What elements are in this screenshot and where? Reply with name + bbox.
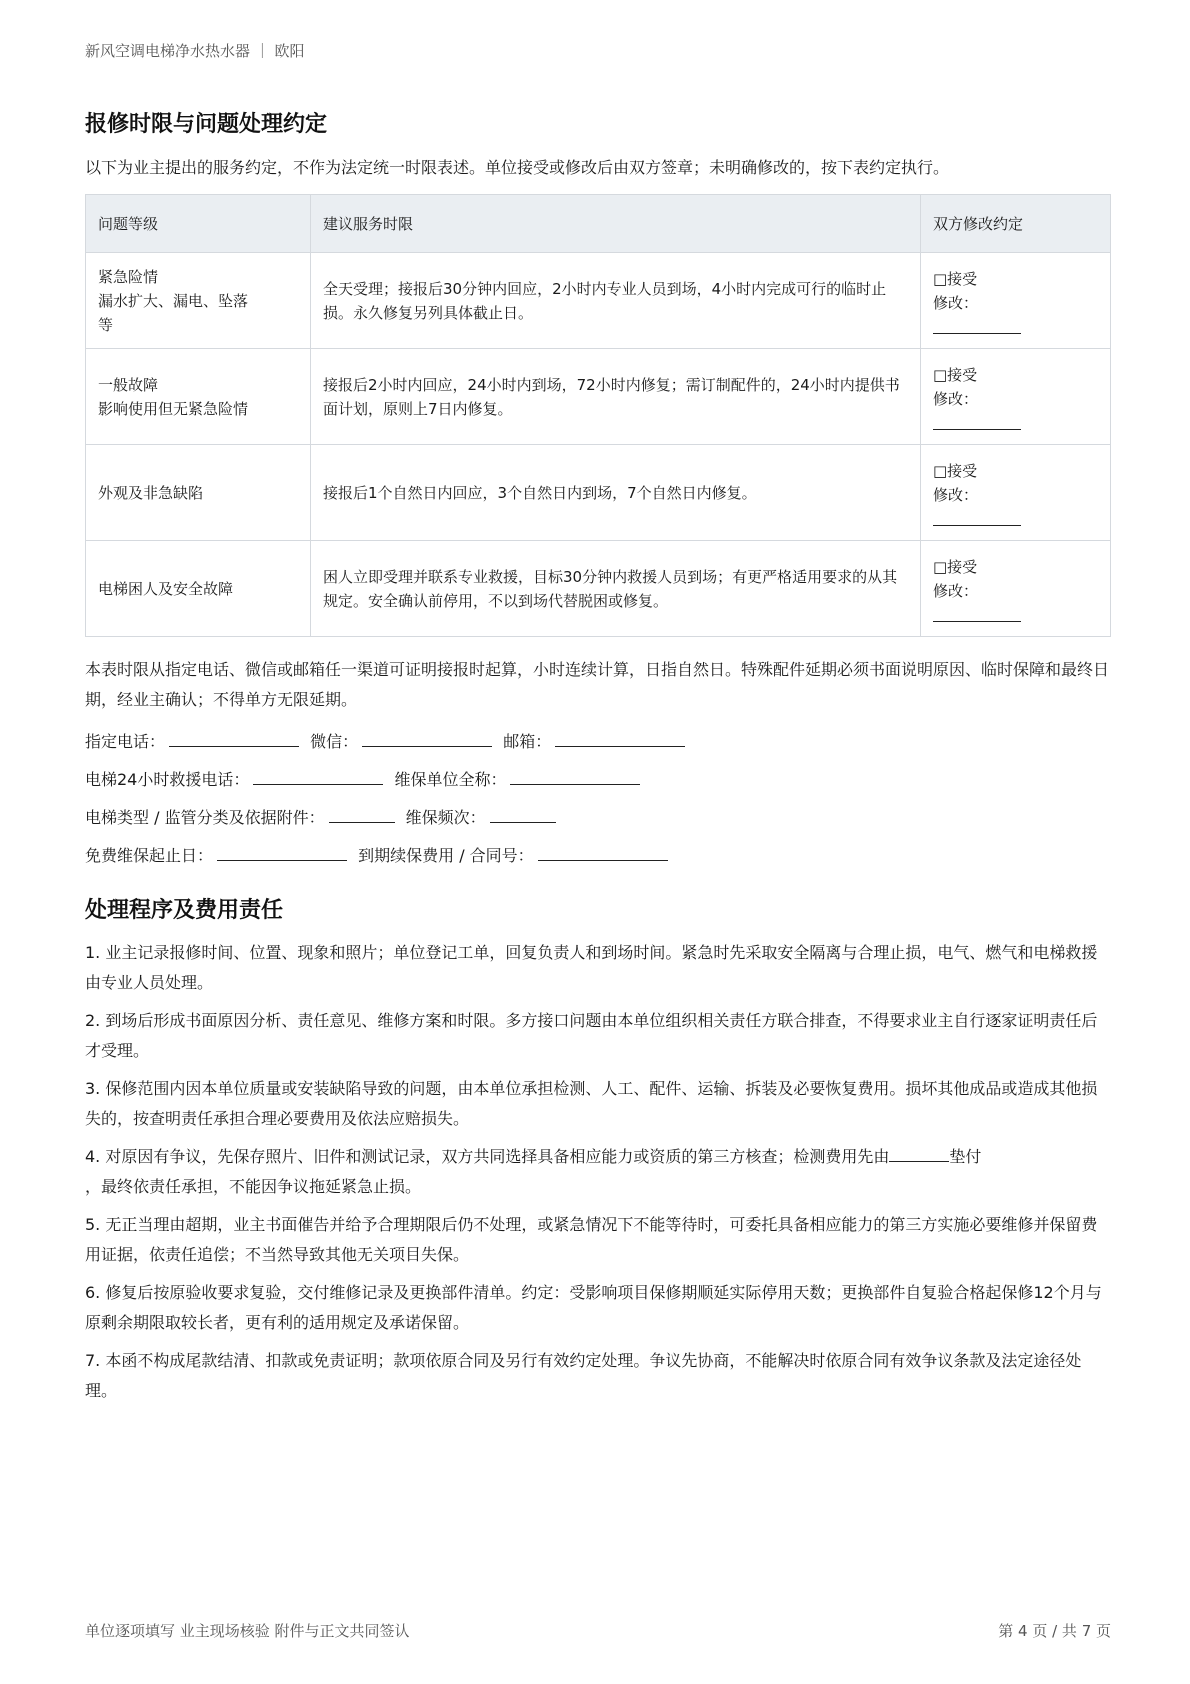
- email-label: 邮箱：: [503, 732, 552, 751]
- section-title-repair-limits: 报修时限与问题处理约定: [85, 112, 328, 137]
- level-name: 外观及非急缺陷: [98, 483, 204, 502]
- step4-pay-text: 垫付: [949, 1147, 982, 1166]
- modify-blank[interactable]: [933, 411, 1021, 430]
- service-limits-table: [85, 194, 1111, 637]
- modify-cell: [921, 253, 1111, 349]
- maint-unit-label: 维保单位全称：: [394, 770, 507, 789]
- intro-paragraph: 以下为业主提出的服务约定，不作为法定统一时限表述。单位接受或修改后由双方签章；未明确修改的，按下表约定执行。: [85, 158, 950, 177]
- modify-label: 修改：: [933, 582, 979, 600]
- level-desc: 影响使用但无紧急险情: [98, 399, 249, 418]
- page-header: 新风空调电梯净水热水器 ｜ 欧阳: [85, 42, 305, 60]
- contact-fields: [85, 728, 691, 880]
- renewal-blank[interactable]: [538, 842, 668, 861]
- level-desc-cont: 等: [98, 315, 114, 334]
- maint-unit-blank[interactable]: [510, 766, 640, 785]
- level-desc: 漏水扩大、漏电、坠落: [98, 291, 249, 310]
- section-title-procedure: 处理程序及费用责任: [85, 898, 284, 923]
- phone-label: 指定电话：: [85, 732, 166, 751]
- free-period-blank[interactable]: [217, 842, 347, 861]
- field-row-elevator: [85, 766, 691, 804]
- modify-blank[interactable]: [933, 507, 1021, 526]
- table-header-row: [86, 195, 1111, 253]
- table-row: [86, 445, 1111, 541]
- page-number: 第 4 页 / 共 7 页: [998, 1622, 1111, 1640]
- maint-freq-blank[interactable]: [490, 804, 556, 823]
- test-fee-payer-blank[interactable]: [889, 1143, 949, 1162]
- wechat-blank[interactable]: [362, 728, 492, 747]
- table-row: [86, 349, 1111, 445]
- step-item: 5. 无正当理由超期，业主书面催告并给予合理期限后仍不处理，或紧急情况下不能等待时，可委托具备相应能力的第三方实施必要维修并保留费用证据，依责任追偿；不当然导致其他无关项目失保。: [85, 1215, 1098, 1264]
- level-cell: [86, 349, 311, 445]
- accept-checkbox[interactable]: □接受: [933, 366, 978, 384]
- step-item-4: [85, 1142, 1111, 1202]
- level-cell: [86, 541, 311, 637]
- level-name: 一般故障: [98, 375, 159, 394]
- accept-checkbox[interactable]: □接受: [933, 270, 978, 288]
- step-item: 6. 修复后按原验收要求复验，交付维修记录及更换部件清单。约定：受影响项目保修期顺延实际停用天数；更换部件自复验合格起保修12个月与原剩余期限取较长者，更有利的适用规定及承诺保留。: [85, 1283, 1102, 1332]
- step-item: 3. 保修范围内因本单位质量或安装缺陷导致的问题，由本单位承担检测、人工、配件、运输、拆装及必要恢复费用。损坏其他成品或造成其他损失的，按查明责任承担合理必要费用及依法应赔损失。: [85, 1079, 1098, 1128]
- free-period-label: 免费维保起止日：: [85, 846, 214, 865]
- modify-cell: [921, 445, 1111, 541]
- rescue-phone-blank[interactable]: [253, 766, 383, 785]
- email-blank[interactable]: [555, 728, 685, 747]
- limit-cell: 接报后2小时内回应，24小时内到场，72小时内修复；需订制配件的，24小时内提供书面计划，原则上7日内修复。: [311, 349, 921, 445]
- step4-text-cont: ，最终依责任承担，不能因争议拖延紧急止损。: [85, 1177, 422, 1196]
- modify-blank[interactable]: [933, 603, 1021, 622]
- header-level: 问题等级: [86, 195, 311, 253]
- field-row-elevator-type: [85, 804, 691, 842]
- footer-left: 单位逐项填写 业主现场核验 附件与正文共同签认: [85, 1622, 410, 1640]
- modify-label: 修改：: [933, 486, 979, 504]
- modify-blank[interactable]: [933, 315, 1021, 334]
- limit-cell: 接报后1个自然日内回应，3个自然日内到场，7个自然日内修复。: [311, 445, 921, 541]
- wechat-label: 微信：: [310, 732, 359, 751]
- modify-label: 修改：: [933, 294, 979, 312]
- field-row-warranty: [85, 842, 691, 880]
- step-item: 7. 本函不构成尾款结清、扣款或免责证明；款项依原合同及另行有效约定处理。争议先协商，不能解决时依原合同有效争议条款及法定途径处理。: [85, 1351, 1082, 1400]
- limit-cell: 全天受理；接报后30分钟内回应，2小时内专业人员到场，4小时内完成可行的临时止损。永久修复另列具体截止日。: [311, 253, 921, 349]
- level-cell: [86, 253, 311, 349]
- level-name: 紧急险情: [98, 267, 159, 286]
- accept-checkbox[interactable]: □接受: [933, 462, 978, 480]
- page-footer: [85, 1620, 1111, 1641]
- procedure-steps: [85, 938, 1111, 1414]
- field-row-contact: [85, 728, 691, 766]
- step4-text: 4. 对原因有争议，先保存照片、旧件和测试记录，双方共同选择具备相应能力或资质的第三方核查；检测费用先由: [85, 1147, 890, 1166]
- maint-freq-label: 维保频次：: [405, 808, 486, 827]
- modify-label: 修改：: [933, 390, 979, 408]
- elevator-type-label: 电梯类型 / 监管分类及依据附件：: [85, 808, 325, 827]
- header-limit: 建议服务时限: [311, 195, 921, 253]
- elevator-type-blank[interactable]: [329, 804, 395, 823]
- rescue-phone-label: 电梯24小时救援电话：: [85, 770, 250, 789]
- time-limit-note: 本表时限从指定电话、微信或邮箱任一渠道可证明接报时起算，小时连续计算，日指自然日。特殊配件延期必须书面说明原因、临时保障和最终日期，经业主确认；不得单方无限延期。: [85, 660, 1110, 709]
- table-row: [86, 541, 1111, 637]
- accept-checkbox[interactable]: □接受: [933, 558, 978, 576]
- step-item: 1. 业主记录报修时间、位置、现象和照片；单位登记工单，回复负责人和到场时间。紧急时先采取安全隔离与合理止损，电气、燃气和电梯救援由专业人员处理。: [85, 943, 1098, 992]
- modify-cell: [921, 349, 1111, 445]
- phone-blank[interactable]: [169, 728, 299, 747]
- table-row: [86, 253, 1111, 349]
- step-item: 2. 到场后形成书面原因分析、责任意见、维修方案和时限。多方接口问题由本单位组织相关责任方联合排查，不得要求业主自行逐家证明责任后才受理。: [85, 1011, 1098, 1060]
- header-modify: 双方修改约定: [921, 195, 1111, 253]
- modify-cell: [921, 541, 1111, 637]
- renewal-label: 到期续保费用 / 合同号：: [358, 846, 534, 865]
- level-cell: [86, 445, 311, 541]
- level-name: 电梯困人及安全故障: [98, 579, 234, 598]
- limit-cell: 困人立即受理并联系专业救援，目标30分钟内救援人员到场；有更严格适用要求的从其规定。安全确认前停用，不以到场代替脱困或修复。: [311, 541, 921, 637]
